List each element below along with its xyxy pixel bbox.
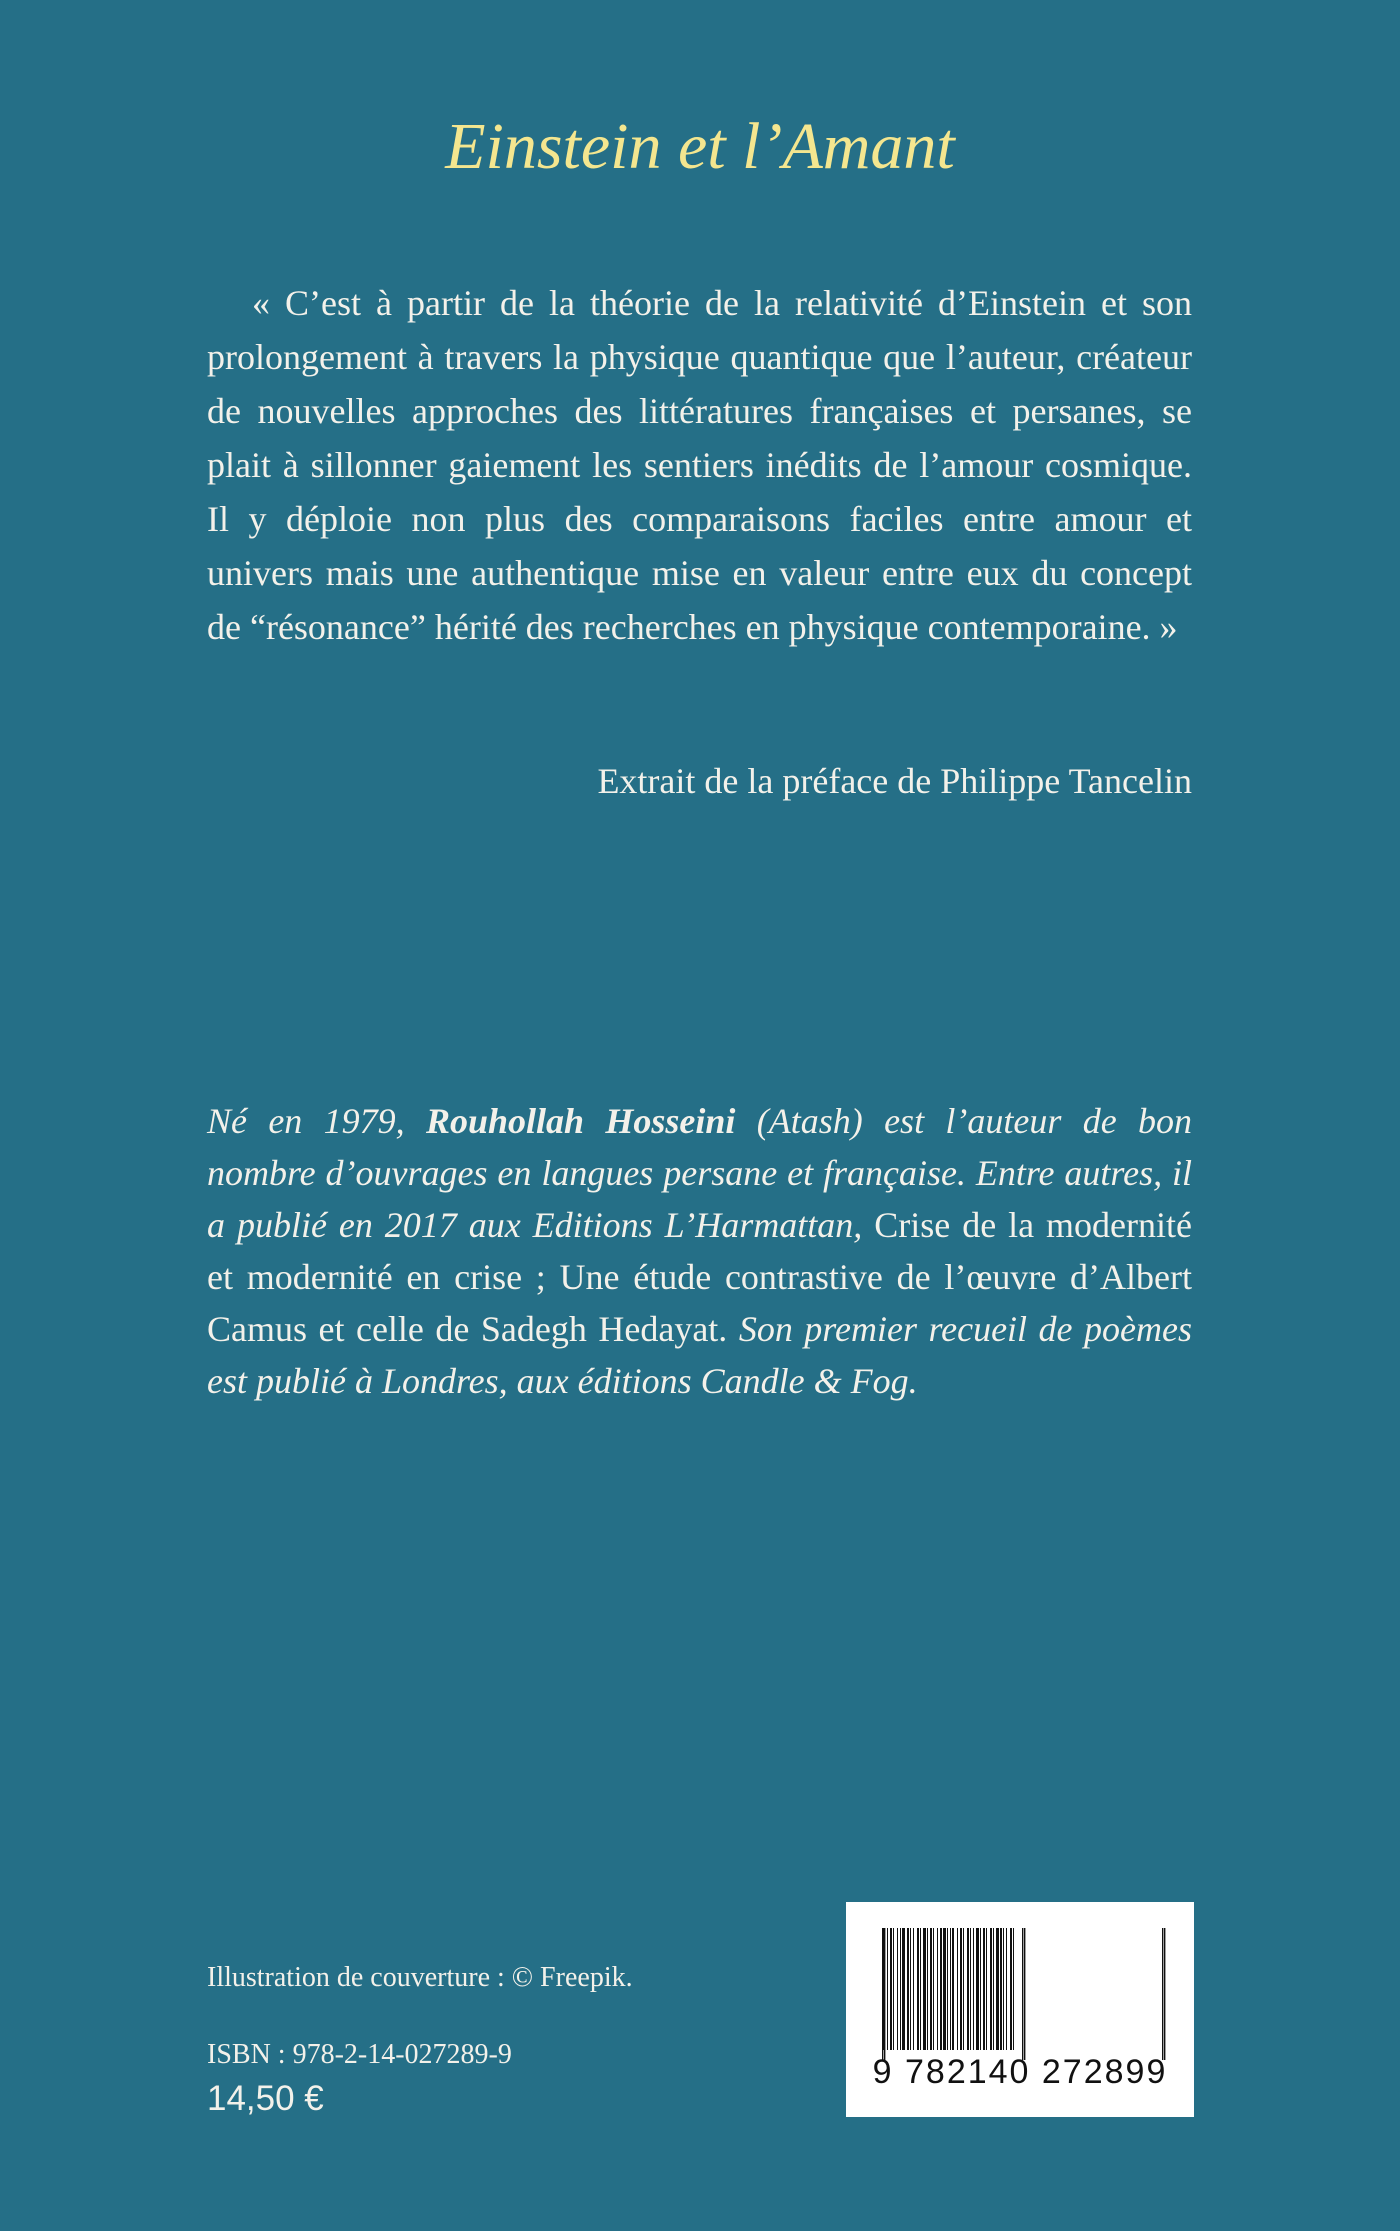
barcode-bar bbox=[907, 1928, 909, 2050]
barcode-bar bbox=[937, 1928, 938, 2050]
barcode-bar bbox=[986, 1928, 987, 2050]
barcode-bar bbox=[952, 1928, 954, 2050]
price: 14,50 € bbox=[207, 2079, 324, 2118]
barcode-bar bbox=[976, 1928, 979, 2050]
barcode-bar bbox=[1013, 1928, 1014, 2050]
author-bio bbox=[207, 1095, 1192, 1407]
barcode-bar bbox=[927, 1928, 928, 2050]
barcode-bar bbox=[890, 1928, 892, 2050]
barcode-bar-group bbox=[882, 1928, 1165, 2060]
author-name: Rouhollah Hosseini bbox=[425, 1101, 736, 1141]
isbn: ISBN : 978-2-14-027289-9 bbox=[207, 2039, 512, 2070]
barcode-bar bbox=[893, 1928, 894, 2050]
barcode-bar bbox=[920, 1928, 921, 2050]
barcode-bar bbox=[957, 1928, 958, 2050]
preface-source: Extrait de la préface de Philippe Tancelin bbox=[597, 761, 1192, 801]
barcode-bar bbox=[960, 1928, 962, 2050]
barcode-bar bbox=[933, 1928, 934, 2050]
illustration-credit: Illustration de couverture : © Freepik. bbox=[207, 1962, 633, 1993]
author-bio-intro: Né en 1979, bbox=[207, 1101, 405, 1141]
barcode-bar bbox=[887, 1928, 888, 2050]
barcode-bar bbox=[917, 1928, 919, 2050]
barcode-bar bbox=[1006, 1928, 1007, 2050]
barcode-bar bbox=[950, 1928, 951, 2050]
barcode-bar bbox=[967, 1928, 969, 2050]
preface-quote-text: « C’est à partir de la théorie de la relativité d’Einstein et son prolongement à travers la physique quantique que l’auteur, créateur de nouvelles approches des littératures françaises et persanes, se plait à sillonner gaiement les sentiers inédits de l’amour cosmique. Il y déploie non plus des comparaisons faciles entre amour et univers mais une authentique mise en valeur entre eux du concept de “résonance” hérité des recherches en physique contemporaine. » bbox=[207, 283, 1192, 647]
barcode-bar bbox=[1003, 1928, 1004, 2050]
barcode-bar bbox=[990, 1928, 992, 2050]
preface-quote bbox=[207, 276, 1192, 654]
barcode-number: 9 782140 272899 bbox=[872, 2053, 1168, 2091]
barcode-guard-bar bbox=[884, 1928, 885, 2060]
barcode-bar bbox=[902, 1928, 905, 2050]
barcode-guard-bar bbox=[882, 1928, 883, 2060]
barcode bbox=[846, 1902, 1194, 2117]
barcode-bar bbox=[900, 1928, 901, 2050]
barcode-bar bbox=[983, 1928, 985, 2050]
barcode-guard-bar bbox=[1162, 1928, 1163, 2060]
barcode-bar bbox=[923, 1928, 926, 2050]
barcode-bar bbox=[897, 1928, 898, 2050]
barcode-bar bbox=[973, 1928, 974, 2050]
barcode-bar bbox=[996, 1928, 999, 2050]
author-bio-closing: Son premier recueil de poèmes est publié à Londres, aux éditions Candle & Fog. bbox=[207, 1309, 1192, 1401]
barcode-bar bbox=[930, 1928, 932, 2050]
barcode-guard-bar bbox=[1024, 1928, 1025, 2060]
barcode-guard-bar bbox=[1022, 1928, 1023, 2060]
barcode-bar bbox=[980, 1928, 981, 2050]
barcode-bar bbox=[947, 1928, 948, 2050]
author-bio-details: (Atash) est l’auteur de bon nombre d’ouvrages en langues persane et française. Entre autres, il a publié en 2017 aux Editions L’Harmattan, bbox=[207, 1101, 1193, 1245]
barcode-bar bbox=[1000, 1928, 1002, 2050]
barcode-bar bbox=[943, 1928, 946, 2050]
barcode-bar bbox=[1010, 1928, 1012, 2050]
barcode-bar bbox=[913, 1928, 914, 2050]
book-title: Einstein et l’Amant bbox=[445, 110, 955, 183]
barcode-bar bbox=[993, 1928, 994, 2050]
barcode-guard-bar bbox=[1164, 1928, 1165, 2060]
barcode-bar bbox=[940, 1928, 942, 2050]
barcode-bar bbox=[910, 1928, 911, 2050]
barcode-bar bbox=[963, 1928, 964, 2050]
published-book-title: Crise de la modernité et modernité en crise ; Une étude contrastive de l’œuvre d’Albert Camus et celle de Sadegh Hedayat. bbox=[207, 1205, 1193, 1349]
barcode-bar bbox=[970, 1928, 971, 2050]
